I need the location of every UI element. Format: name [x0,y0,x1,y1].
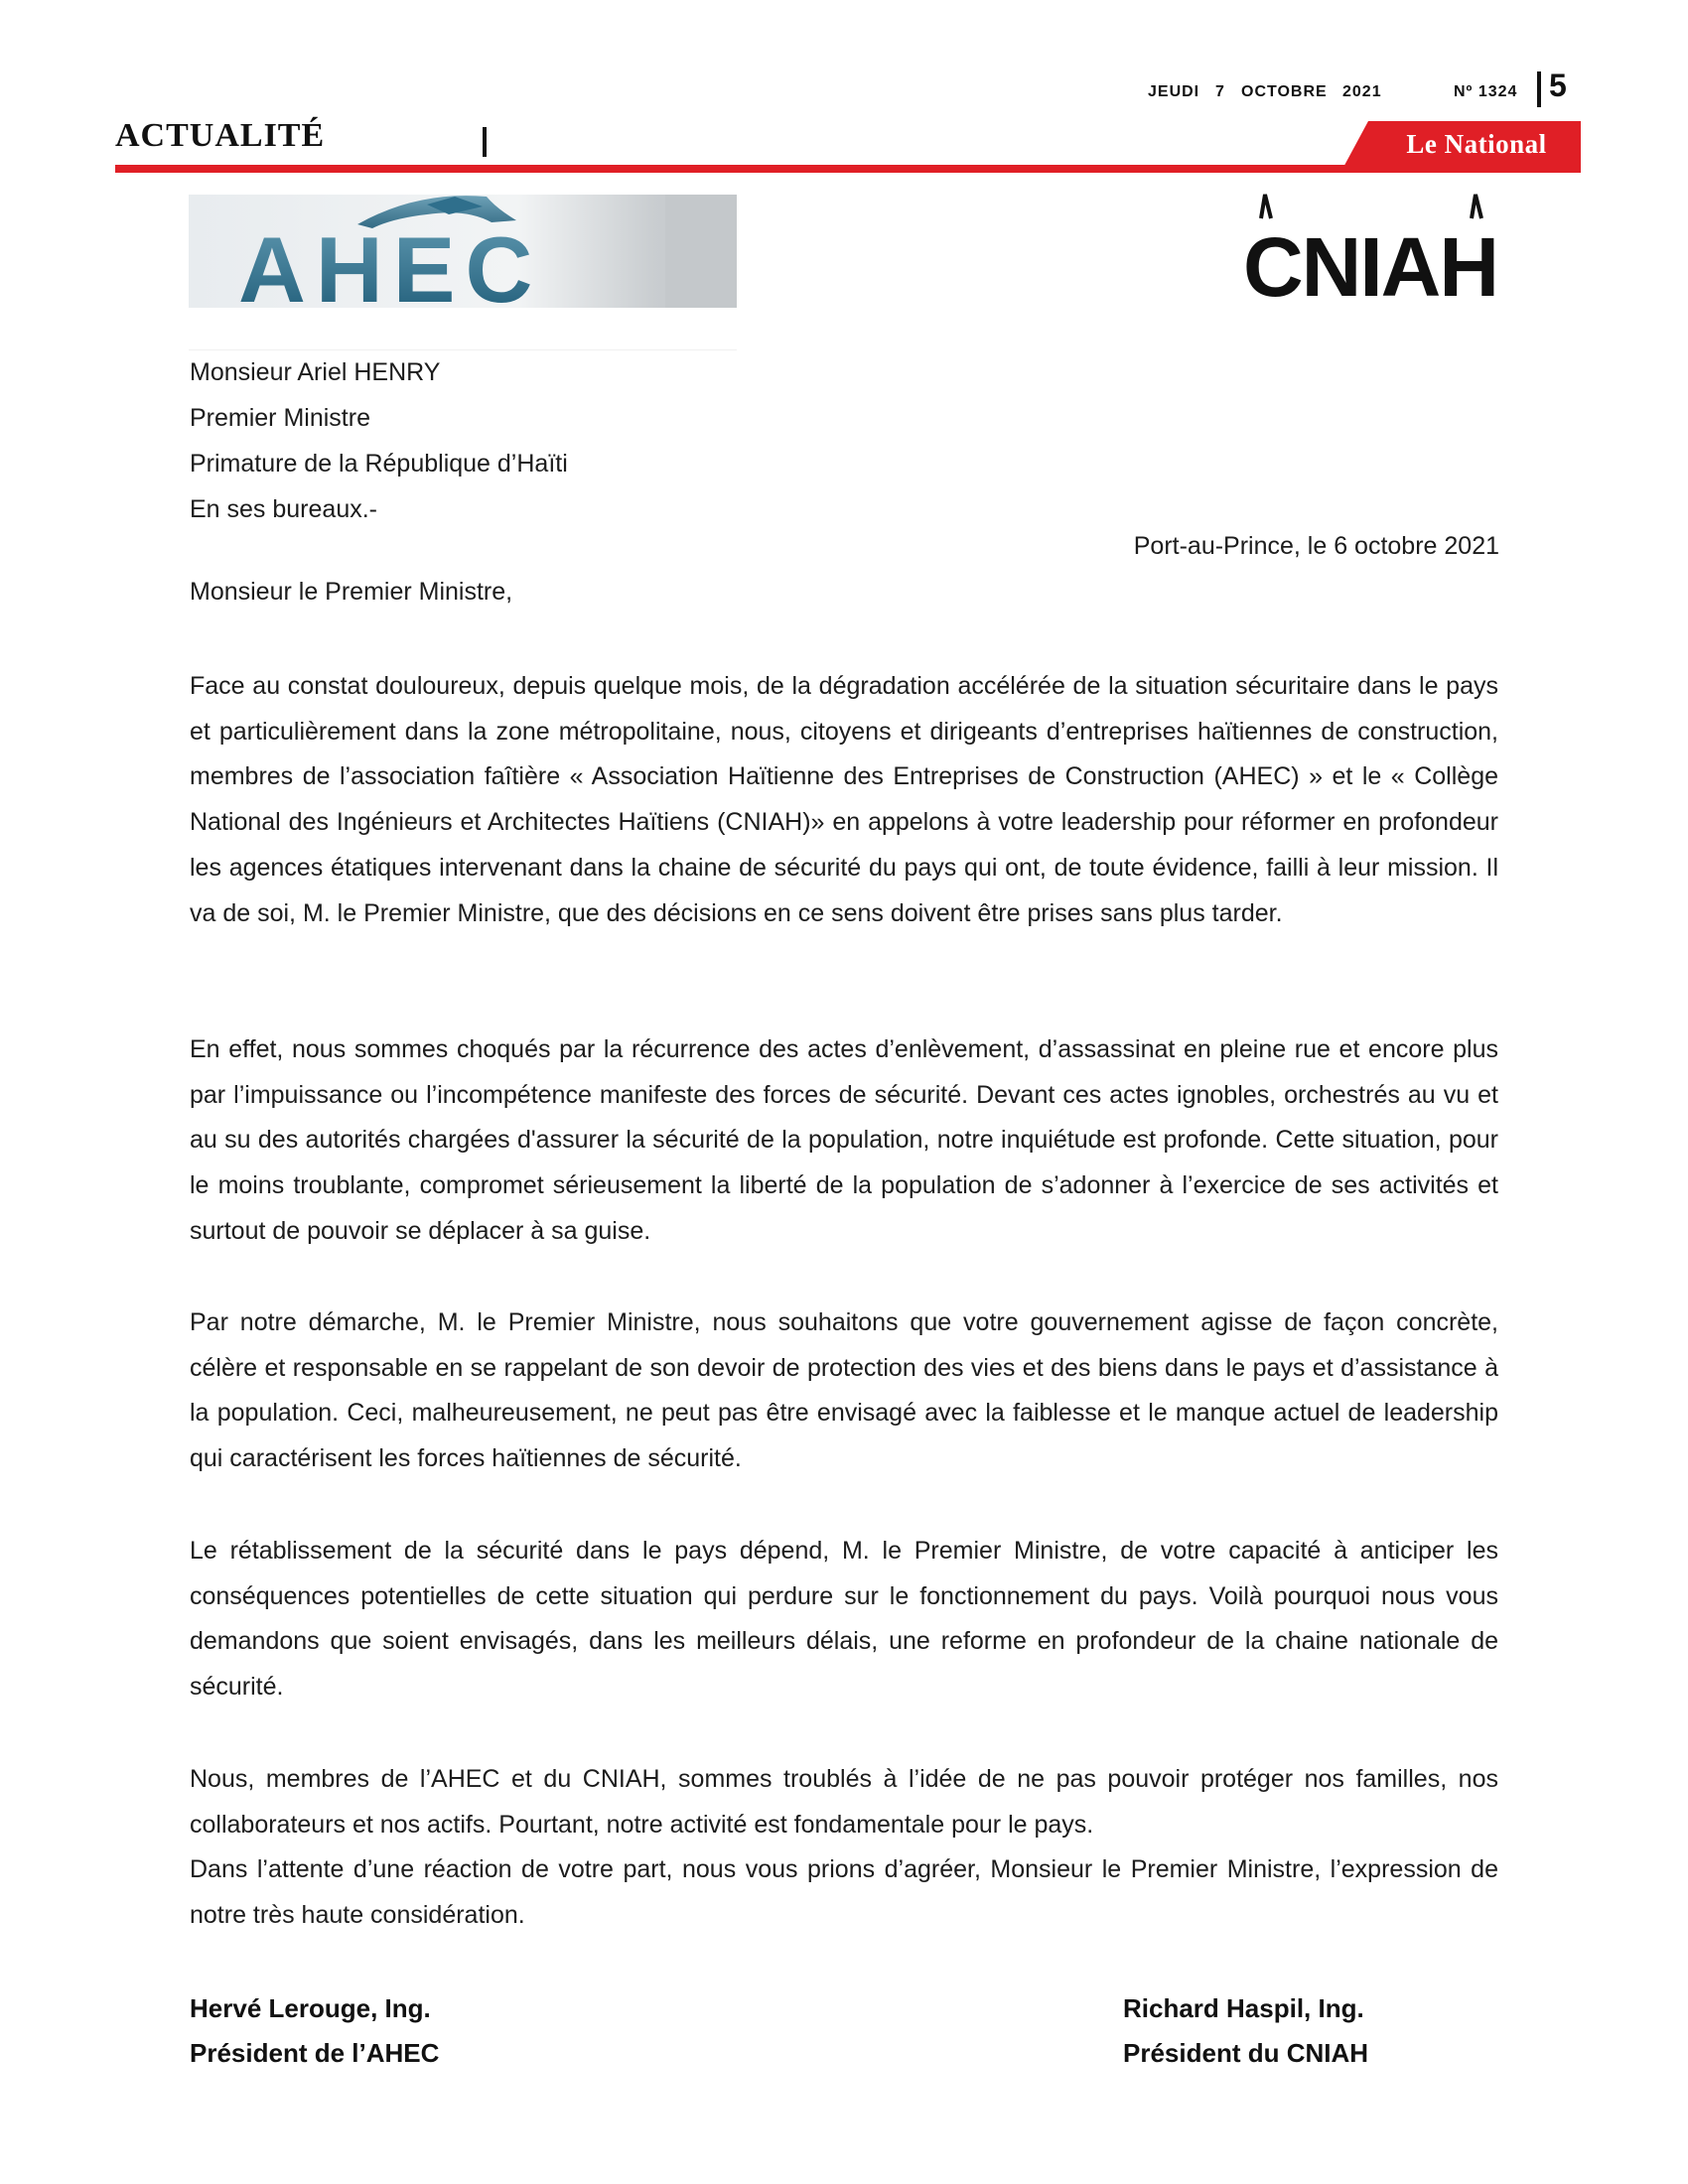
ahec-logo [189,195,737,308]
paragraph-text: En effet, nous sommes choqués par la récurrence des actes d’enlèvement, d’assassinat en pleine rue et encore plus par l’impuissance ou l’incompétence manifeste des forces de sécurité. Devant ces actes ignobles, orchestrés au vu et au su des autorités chargées d'assurer la sécurité de la population, notre inquiétude est profonde. Cette situation, pour le moins troublante, compromet sérieusement la liberté de la population de s’adonner à l’exercice de ses activités et surtout de pouvoir se déplacer à sa guise. [190,1035,1498,1245]
recipient-name: Monsieur Ariel HENRY [190,358,441,386]
cniah-logo [1241,189,1499,308]
paragraph-text: Nous, membres de l’AHEC et du CNIAH, sommes troublés à l’idée de ne pas pouvoir protéger nos familles, nos collaborateurs et nos actifs. Pourtant, notre activité est fondamentale pour le pays. [190,1765,1498,1839]
paragraph-1 [190,664,1498,936]
paragraph-4 [190,1529,1498,1710]
paragraph-text: Face au constat douloureux, depuis quelque mois, de la dégradation accélérée de la situation sécuritaire dans le pays et particulièrement dans la zone métropolitaine, nous, citoyens et dirigeants d’entreprises haïtiennes de construction, membres de l’association faîtière « Association Haïtienne des Entreprises de Construction (AHEC) » et le « Collège National des Ingénieurs et Architectes Haïtiens (CNIAH)» en appelons à votre leadership pour réformer en profondeur les agences étatiques intervenant dans la chaine de sécurité du pays qui ont, de toute évidence, failli à leur mission. Il va de soi, M. le Premier Ministre, que des décisions en ce sens doivent être prises sans plus tarder. [190,672,1498,927]
signatory-right-title: Président du CNIAH [1123,2038,1369,2068]
salutation: Monsieur le Premier Ministre, [190,578,513,606]
place-date: Port-au-Prince, le 6 octobre 2021 [1133,532,1499,560]
signatory-right-name: Richard Haspil, Ing. [1123,1993,1364,2023]
paragraph-2 [190,1027,1498,1255]
header-rule [115,165,1581,173]
recipient-office: Primature de la République d’Haïti [190,450,568,478]
signatory-left-title: Président de l’AHEC [190,2038,440,2068]
issue-number: Nº 1324 [1454,83,1518,100]
ahec-logo-text: AHEC [238,217,543,308]
paragraph-text: Par notre démarche, M. le Premier Ministre, nous souhaitons que votre gouvernement agisse de façon concrète, célère et responsable en se rappelant de son devoir de protection des vies et des biens dans le pays et d’assistance à la population. Ceci, malheureusement, ne peut pas être envisagé avec la faiblesse et le manque actuel de leadership qui caractérisent les forces haïtiennes de sécurité. [190,1308,1498,1473]
section-title: ACTUALITÉ [115,117,326,154]
recipient-title: Premier Ministre [190,404,370,432]
date-month: OCTOBRE [1241,83,1328,100]
signatory-left-name: Hervé Lerouge, Ing. [190,1993,431,2023]
date-year: 2021 [1342,83,1382,100]
paragraph-5 [190,1757,1498,1939]
page-number: 5 [1549,68,1567,103]
recipient-location: En ses bureaux.- [190,495,377,523]
section-separator [483,127,487,157]
date-day: JEUDI [1148,83,1200,100]
publication-name: Le National [1406,129,1547,159]
cniah-logo-text: CNIAH [1243,220,1497,308]
paragraph-text: Le rétablissement de la sécurité dans le pays dépend, M. le Premier Ministre, de votre capacité à anticiper les conséquences potentielles de cette situation qui perdure sur le fonctionnement du pays. Voilà pourquoi nous vous demandons que soient envisagés, dans les meilleurs délais, une reforme en profondeur de la chaine nationale de sécurité. [190,1537,1498,1702]
page-number-divider [1537,71,1541,107]
paragraph-3 [190,1300,1498,1482]
date-day-number: 7 [1215,83,1225,100]
paragraph-text: Dans l’attente d’une réaction de votre part, nous vous prions d’agréer, Monsieur le Premier Ministre, l’expression de notre très haute considération. [190,1855,1498,1930]
